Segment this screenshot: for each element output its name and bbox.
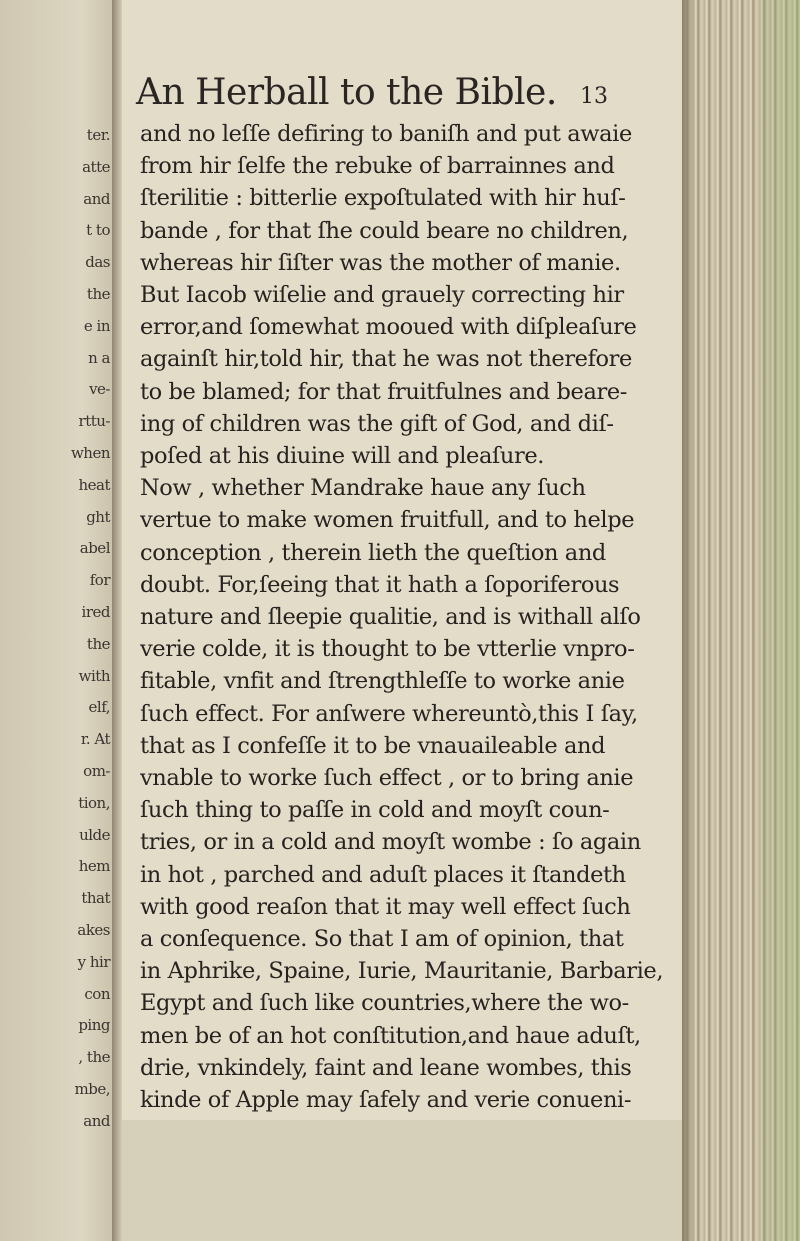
facing-page-fragment: hem — [78, 857, 110, 876]
facing-page-fragment: rttu- — [78, 412, 110, 431]
text-line: men be of an hot conſtitution,and haue aduſt, — [140, 1022, 641, 1049]
facing-page-fragment: e in — [83, 316, 110, 335]
facing-page-fragment: abel — [79, 539, 110, 558]
text-line: nature and ſleepie qualitie, and is withall alſo — [140, 604, 641, 631]
facing-page-fragment: ve- — [89, 380, 110, 399]
facing-page-fragment: that — [81, 889, 110, 908]
text-line: and no leſſe defiring to baniſh and put awaie — [140, 121, 632, 147]
text-line: verie colde, it is thought to be vtterlie vnpro- — [140, 636, 635, 663]
facing-page-fragment: ght — [86, 507, 110, 526]
text-line: ſuch effect. For anſwere whereuntò,this I ſay, — [140, 700, 638, 727]
text-line: Egypt and ſuch like countries,where the wo- — [140, 990, 629, 1017]
text-line: doubt. For,ſeeing that it hath a ſoporiferous — [140, 571, 620, 598]
text-line: But Iacob wiſelie and grauely correcting hir — [140, 282, 624, 309]
text-line: from hir ſelfe the rebuke of barrainnes and — [140, 153, 615, 180]
facing-page-fragment: das — [85, 253, 110, 272]
text-line: Now , whether Mandrake haue any ſuch — [140, 475, 586, 502]
facing-page-fragment: the — [86, 285, 110, 303]
text-line: bande , for that ſhe could beare no children, — [140, 217, 629, 244]
text-line: ing of children was the gift of God, and diſ- — [140, 410, 614, 437]
facing-page-fragment: , the — [78, 1048, 110, 1067]
text-line: conception , therein lieth the queſtion and — [140, 539, 606, 566]
text-line: to be blamed; for that fruitfulnes and beare- — [140, 378, 627, 405]
text-line: error,and ſomewhat mooued with diſpleaſure — [140, 314, 637, 341]
facing-page-fragment: for — [89, 571, 110, 590]
facing-page-fragment: atte — [82, 157, 110, 176]
text-line: that as I confeſſe it to be vnauaileable and — [140, 732, 606, 759]
facing-page-fragment: and — [83, 189, 110, 208]
facing-page-fragment: om- — [83, 762, 110, 780]
text-line: in hot , parched and aduſt places it ſtandeth — [140, 861, 626, 888]
facing-page-fragment: ter. — [86, 126, 110, 144]
body-text — [140, 118, 680, 1181]
text-line: ſuch thing to paſſe in cold and moyſt coun- — [140, 797, 610, 824]
text-line: poſed at his diuine will and pleaſure. — [140, 443, 545, 470]
facing-page-fragment: akes — [77, 921, 110, 939]
text-line: tries, or in a cold and moyſt wombe : ſo again — [140, 829, 641, 856]
facing-page-fragment: when — [70, 444, 110, 462]
facing-page-fragment: con — [84, 984, 110, 1003]
facing-page-fragment: and — [83, 1111, 110, 1130]
facing-page-fragment: heat — [78, 475, 110, 494]
page-edge-shadow — [682, 0, 696, 1241]
page-bottom-margin — [122, 1120, 682, 1241]
page-number: 13 — [580, 84, 608, 109]
text-line: with good reaſon that it may well effect ſuch — [140, 893, 631, 920]
text-line: vertue to make women fruitfull, and to helpe — [140, 507, 635, 534]
running-head: An Herball to the Bible. — [136, 72, 557, 113]
text-line: vnable to worke ſuch effect , or to bring anie — [140, 765, 634, 792]
facing-page-fragment: n a — [88, 348, 110, 367]
text-line: drie, vnkindely, faint and leane wombes, this — [140, 1054, 632, 1081]
facing-page-fragment: ping — [78, 1016, 110, 1035]
text-line: againſt hir,told hir, that he was not therefore — [140, 346, 632, 373]
book-page — [122, 0, 682, 1241]
text-line: ſterilitie : bitterlie expoſtulated with hir huſ- — [140, 185, 626, 212]
facing-page-fragment: elf, — [88, 698, 110, 717]
text-line: in Aphrike, Spaine, Iurie, Mauritanie, Barbarie, — [140, 958, 664, 985]
text-line: a conſequence. So that I am of opinion, that — [140, 926, 624, 953]
book-gutter — [112, 0, 122, 1241]
facing-page-fragment: ired — [81, 603, 110, 621]
text-line: whereas hir ſiſter was the mother of manie. — [140, 249, 621, 276]
facing-page-edge — [0, 0, 118, 1241]
text-line: kinde of Apple may ſafely and verie conueni- — [140, 1087, 632, 1114]
facing-page-fragment: with — [78, 666, 110, 685]
facing-page-fragment: mbe, — [74, 1080, 110, 1098]
text-line: fitable, vnfit and ſtrengthleſſe to worke anie — [140, 668, 625, 695]
facing-page-fragment: tion, — [78, 793, 110, 812]
facing-page-fragment: ulde — [79, 825, 110, 844]
facing-page-fragment: t to — [86, 221, 110, 240]
facing-page-fragment: the — [86, 634, 110, 653]
facing-page-fragment: y hir — [77, 952, 110, 971]
page-edge-tint — [760, 0, 800, 1241]
facing-page-fragment: r. At — [80, 730, 110, 749]
